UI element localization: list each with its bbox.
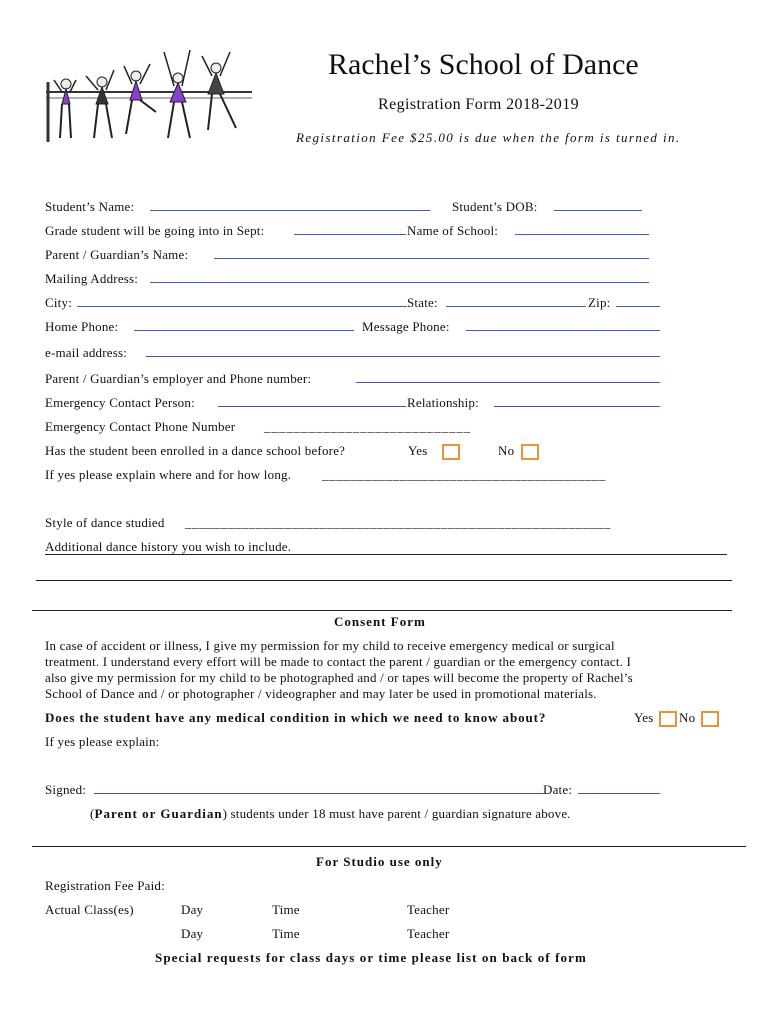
enrolled-no-label: No (498, 443, 515, 458)
city-field[interactable] (77, 306, 407, 307)
consent-heading: Consent Form (334, 614, 426, 629)
relationship-field[interactable] (494, 406, 660, 407)
medical-question: Does the student have any medical condition in which we need to know about? (45, 710, 547, 725)
school-name-label: Name of School: (407, 223, 499, 238)
time-label-2: Time (272, 926, 300, 941)
day-label-2: Day (181, 926, 204, 941)
relationship-label: Relationship: (407, 395, 479, 410)
explain-where-label: If yes please explain where and for how long. (45, 467, 292, 482)
employer-label: Parent / Guardian’s employer and Phone number: (45, 371, 312, 386)
date-label: Date: (543, 782, 573, 797)
student-name-label: Student’s Name: (45, 199, 135, 214)
day-label-1: Day (181, 902, 204, 917)
guardian-note-bold: Parent or Guardian (94, 806, 223, 821)
studio-heading: For Studio use only (316, 854, 443, 869)
zip-label: Zip: (588, 295, 611, 310)
special-requests-note: Special requests for class days or time please list on back of form (155, 950, 587, 965)
medical-no-checkbox[interactable] (701, 711, 719, 727)
medical-yes-checkbox[interactable] (659, 711, 677, 727)
school-name-field[interactable] (515, 234, 649, 235)
mailing-address-label: Mailing Address: (45, 271, 139, 286)
emergency-phone-label: Emergency Contact Phone Number (45, 419, 236, 434)
studio-divider (32, 846, 746, 847)
teacher-label-1: Teacher (407, 902, 450, 917)
grade-label: Grade student will be going into in Sept: (45, 223, 265, 238)
signed-label: Signed: (45, 782, 87, 797)
fee-note: Registration Fee $25.00 is due when the form is turned in. (296, 130, 681, 145)
dancers-illustration (40, 42, 255, 142)
medical-no-label: No (679, 710, 696, 725)
consent-divider (32, 610, 732, 611)
date-field[interactable] (578, 793, 660, 794)
consent-paragraph-line-2: treatment. I understand every effort will be made to contact the parent / guardian or the emergency contact. I (45, 654, 632, 669)
guardian-note (90, 806, 571, 822)
home-phone-label: Home Phone: (45, 319, 119, 334)
guardian-note-open: ( (90, 806, 95, 821)
zip-field[interactable] (616, 306, 660, 307)
medical-yes-label: Yes (634, 710, 654, 725)
enrolled-question: Has the student been enrolled in a dance school before? (45, 443, 346, 458)
email-label: e-mail address: (45, 345, 128, 360)
enrolled-yes-label: Yes (408, 443, 428, 458)
fee-paid-label: Registration Fee Paid: (45, 878, 165, 893)
home-phone-field[interactable] (134, 330, 354, 331)
message-phone-field[interactable] (466, 330, 660, 331)
parent-name-field[interactable] (214, 258, 649, 259)
additional-history-label: Additional dance history you wish to include. (45, 539, 292, 554)
teacher-label-2: Teacher (407, 926, 450, 941)
emergency-phone-field[interactable]: ____________________________ (264, 419, 472, 434)
time-label-1: Time (272, 902, 300, 917)
state-label: State: (407, 295, 438, 310)
student-name-field[interactable] (150, 210, 430, 211)
student-dob-label: Student’s DOB: (452, 199, 538, 214)
enrolled-yes-checkbox[interactable] (442, 444, 460, 460)
additional-history-line-2[interactable] (36, 580, 732, 581)
emergency-contact-label: Emergency Contact Person: (45, 395, 195, 410)
consent-paragraph-line-4: School of Dance and / or photographer / videographer and may later be used in promotional materials. (45, 686, 597, 701)
parent-name-label: Parent / Guardian’s Name: (45, 247, 189, 262)
employer-field[interactable] (356, 382, 660, 383)
student-dob-field[interactable] (554, 210, 642, 211)
mailing-address-field[interactable] (150, 282, 649, 283)
additional-history-line-1[interactable] (45, 554, 727, 555)
style-studied-label: Style of dance studied (45, 515, 165, 530)
email-field[interactable] (146, 356, 660, 357)
style-studied-field[interactable]: ____________________________________________________________ (185, 515, 611, 530)
consent-paragraph-line-3: also give my permission for my child to be photographed and / or tapes will become the property of Rachel’s (45, 670, 633, 685)
enrolled-no-checkbox[interactable] (521, 444, 539, 460)
explain-where-field[interactable]: ________________________________________ (322, 467, 606, 482)
guardian-note-rest: ) students under 18 must have parent / guardian signature above. (222, 806, 571, 821)
consent-paragraph-line-1: In case of accident or illness, I give my permission for my child to receive emergency medical or surgical (45, 638, 615, 653)
medical-explain-label: If yes please explain: (45, 734, 160, 749)
actual-classes-label: Actual Class(es) (45, 902, 134, 917)
page-title: Rachel’s School of Dance (328, 48, 639, 81)
signature-field[interactable] (94, 793, 544, 794)
grade-field[interactable] (294, 234, 406, 235)
message-phone-label: Message Phone: (362, 319, 450, 334)
form-subtitle: Registration Form 2018-2019 (378, 96, 580, 113)
city-label: City: (45, 295, 73, 310)
emergency-contact-field[interactable] (218, 406, 406, 407)
state-field[interactable] (446, 306, 586, 307)
